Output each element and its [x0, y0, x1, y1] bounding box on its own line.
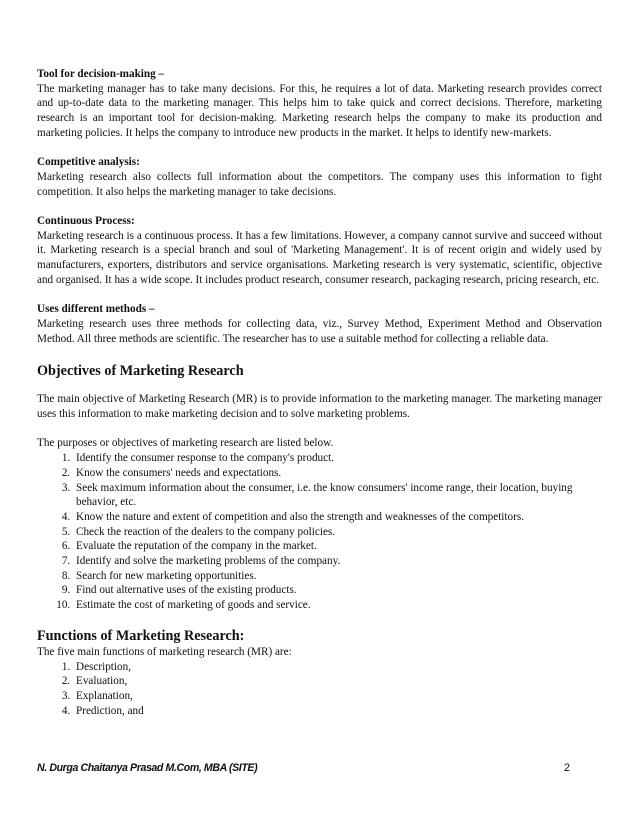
heading-tool-for-decision-making: Tool for decision-making –: [37, 68, 165, 80]
functions-intro: The five main functions of marketing research (MR) are:: [37, 645, 292, 658]
spacer: [37, 422, 602, 437]
functions-list: [37, 660, 602, 719]
list-item: 6. Evaluate the reputation of the company in the market.: [73, 539, 602, 554]
list-item: 4. Know the nature and extent of competition and also the strength and weaknesses of the competitors.: [73, 510, 602, 525]
objectives-title: Objectives of Marketing Research: [37, 363, 244, 380]
list-item: 9. Find out alternative uses of the existing products.: [73, 583, 602, 598]
spacer: [37, 380, 602, 392]
list-item: 4. Prediction, and: [73, 704, 602, 719]
list-item: 3. Explanation,: [73, 689, 602, 704]
objectives-list-intro: The purposes or objectives of marketing research are listed below.: [37, 437, 334, 450]
list-item: 8. Search for new marketing opportunities.: [73, 569, 602, 584]
list-item: 3. Seek maximum information about the consumer, i.e. the know consumers' income range, their location, buying behavior, etc.: [73, 481, 602, 510]
paragraph-continuous-process: Marketing research is a continuous process. It has a few limitations. However, a company cannot survive and succeed without it. Marketing research is a special branch and soul of 'Marketing Management'. It is of recent origin and widely used by manufacturers, exporters, distributors and service organisations. Marketing research is very systematic, scientific, objective and organised. It has a wide scope. It includes product research, consumer research, packaging research, pricing research, etc.: [37, 229, 602, 286]
list-item: 5. Check the reaction of the dealers to the company policies.: [73, 525, 602, 540]
objectives-list: [37, 451, 602, 613]
spacer: [37, 346, 602, 362]
page-content: [37, 67, 602, 718]
list-item: 2. Know the consumers' needs and expectations.: [73, 466, 602, 481]
footer-author: N. Durga Chaitanya Prasad M.Com, MBA (SITE): [37, 762, 258, 774]
list-item: 10. Estimate the cost of marketing of goods and service.: [73, 598, 602, 613]
heading-competitive-analysis: Competitive analysis:: [37, 156, 140, 169]
paragraph-tool-for-decision-making: The marketing manager has to take many decisions. For this, he requires a lot of data. Marketing research provides correct and up-to-date data to the marketing manager. This helps him to take quick and correct decisions. Therefore, marketing research is an important tool for decision-making. Marketing research helps the company to make its production and marketing policies. It helps the company to introduce new products in the market. It helps to identify new-markets.: [37, 82, 602, 139]
objectives-intro: The main objective of Marketing Research (MR) is to provide information to the marketing manager. The marketing manager uses this information to make marketing decision and to solve marketing problems.: [37, 393, 602, 421]
functions-title: Functions of Marketing Research:: [37, 627, 245, 644]
spacer: [37, 288, 602, 303]
list-item: 2. Evaluation,: [73, 674, 602, 689]
paragraph-uses-different-methods: Marketing research uses three methods for collecting data, viz., Survey Method, Experiment Method and Observation Method. All three methods are scientific. The researcher has to use a suitable method for collecting a reliable data.: [37, 317, 602, 345]
list-item: 1. Identify the consumer response to the company's product.: [73, 451, 602, 466]
heading-uses-different-methods: Uses different methods –: [37, 303, 155, 316]
page-footer: [37, 761, 602, 775]
heading-continuous-process: Continuous Process:: [37, 215, 135, 227]
list-item: 7. Identify and solve the marketing problems of the company.: [73, 554, 602, 569]
spacer: [37, 613, 602, 627]
paragraph-competitive-analysis: Marketing research also collects full information about the competitors. The company uses this information to fight competition. It also helps the marketing manager to take decisions.: [37, 170, 602, 198]
list-item: 1. Description,: [73, 660, 602, 675]
spacer: [37, 141, 602, 156]
spacer: [37, 199, 602, 214]
page-number: 2: [563, 762, 570, 774]
